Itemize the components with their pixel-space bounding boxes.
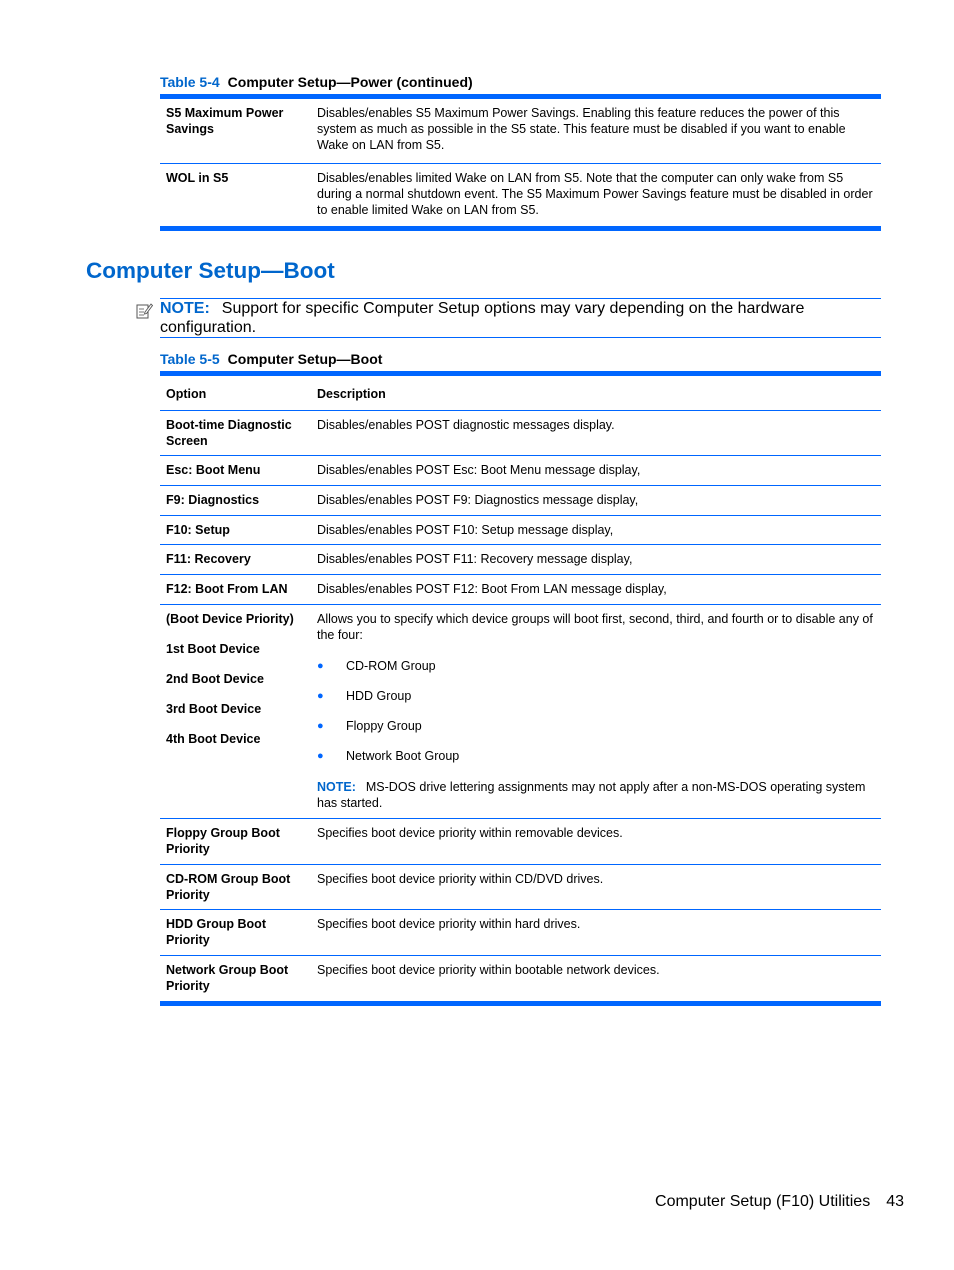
section-heading: Computer Setup—Boot	[86, 258, 335, 283]
description-cell: Specifies boot device priority within removable devices.	[317, 826, 623, 840]
table-row	[160, 516, 881, 545]
description-cell: Specifies boot device priority within CD/DVD drives.	[317, 872, 604, 886]
table-number: Table 5-5	[160, 351, 220, 367]
option-cell: F10: Setup	[166, 523, 230, 537]
description-text: Allows you to specify which device groups will boot first, second, third, and fourth or to disable any of the four:	[317, 612, 873, 642]
bullet-icon: ●	[317, 720, 324, 732]
list-item	[317, 748, 877, 764]
note-callout	[160, 298, 881, 338]
description-cell: Disables/enables S5 Maximum Power Savings. Enabling this feature reduces the power of this system as much as possible in the S5 state. This feature must be disabled if you want to enable Wake on LAN from S5.	[317, 106, 846, 152]
option-title: (Boot Device Priority)	[166, 612, 294, 626]
description-cell: Disables/enables POST Esc: Boot Menu message display,	[317, 463, 641, 477]
table-header-row	[160, 376, 881, 411]
option-cell: Esc: Boot Menu	[166, 463, 261, 477]
description-cell: Specifies boot device priority within bootable network devices.	[317, 963, 660, 977]
sub-option: 3rd Boot Device	[166, 702, 262, 716]
option-cell: S5 Maximum Power Savings	[166, 106, 284, 136]
sub-option: 4th Boot Device	[166, 732, 261, 746]
boot-table	[160, 371, 881, 1006]
table-title: Computer Setup—Power (continued)	[227, 74, 473, 90]
description-cell: Disables/enables POST F9: Diagnostics message display,	[317, 493, 639, 507]
option-cell: F12: Boot From LAN	[166, 582, 288, 596]
option-cell: F9: Diagnostics	[166, 493, 260, 507]
list-item-text: Floppy Group	[346, 719, 422, 733]
list-item	[317, 658, 877, 674]
table-row	[160, 545, 881, 575]
description-cell: Disables/enables POST diagnostic messages display.	[317, 418, 615, 432]
note-label: NOTE:	[160, 300, 210, 317]
option-cell: Boot-time Diagnostic Screen	[166, 418, 292, 448]
option-cell	[160, 605, 311, 818]
header-option: Option	[166, 387, 207, 401]
header-description: Description	[317, 387, 386, 401]
description-cell: Specifies boot device priority within hard drives.	[317, 917, 581, 931]
page-footer	[655, 1192, 904, 1212]
option-cell: HDD Group Boot Priority	[166, 917, 266, 947]
page-number: 43	[886, 1193, 904, 1210]
bullet-icon: ●	[317, 660, 324, 672]
table-row	[160, 456, 881, 486]
inline-note	[317, 779, 877, 811]
table-row	[160, 411, 881, 456]
note-pencil-icon	[136, 302, 153, 319]
list-item-text: Network Boot Group	[346, 749, 460, 763]
description-cell: Disables/enables POST F11: Recovery message display,	[317, 552, 633, 566]
table-caption	[160, 74, 473, 90]
note-text: Support for specific Computer Setup options may vary depending on the hardware configuration.	[160, 300, 805, 336]
table-number: Table 5-4	[160, 74, 220, 90]
list-item-text: HDD Group	[346, 689, 412, 703]
sub-option: 1st Boot Device	[166, 642, 260, 656]
table-row	[160, 486, 881, 516]
option-cell: WOL in S5	[166, 171, 229, 185]
table-row-boot-priority	[160, 605, 881, 819]
table-title: Computer Setup—Boot	[227, 351, 383, 367]
bullet-icon: ●	[317, 690, 324, 702]
sub-option: 2nd Boot Device	[166, 672, 264, 686]
option-cell: Network Group Boot Priority	[166, 963, 289, 993]
option-cell: Floppy Group Boot Priority	[166, 826, 280, 856]
inline-note-text: MS-DOS drive lettering assignments may not apply after a non-MS-DOS operating system has started.	[317, 780, 866, 810]
table-row	[160, 575, 881, 605]
option-cell: F11: Recovery	[166, 552, 251, 566]
table-row	[160, 99, 881, 164]
option-cell: CD-ROM Group Boot Priority	[166, 872, 291, 902]
list-item-text: CD-ROM Group	[346, 659, 436, 673]
inline-note-label: NOTE:	[317, 780, 356, 794]
description-cell: Disables/enables POST F12: Boot From LAN message display,	[317, 582, 667, 596]
list-item	[317, 718, 877, 734]
description-cell	[311, 605, 881, 818]
bullet-icon: ●	[317, 750, 324, 762]
power-table	[160, 94, 881, 231]
table-caption	[160, 351, 382, 367]
table-row	[160, 819, 881, 865]
table-row	[160, 865, 881, 910]
table-row	[160, 956, 881, 1001]
description-cell: Disables/enables limited Wake on LAN from S5. Note that the computer can only wake from S5 during a normal shutdown event. The S5 Maximum Power Savings feature must be disabled in order to enable limited Wake on LAN from S5.	[317, 171, 873, 217]
table-row	[160, 910, 881, 956]
footer-title: Computer Setup (F10) Utilities	[655, 1193, 871, 1210]
list-item	[317, 688, 877, 704]
description-cell: Disables/enables POST F10: Setup message display,	[317, 523, 614, 537]
table-row	[160, 164, 881, 226]
